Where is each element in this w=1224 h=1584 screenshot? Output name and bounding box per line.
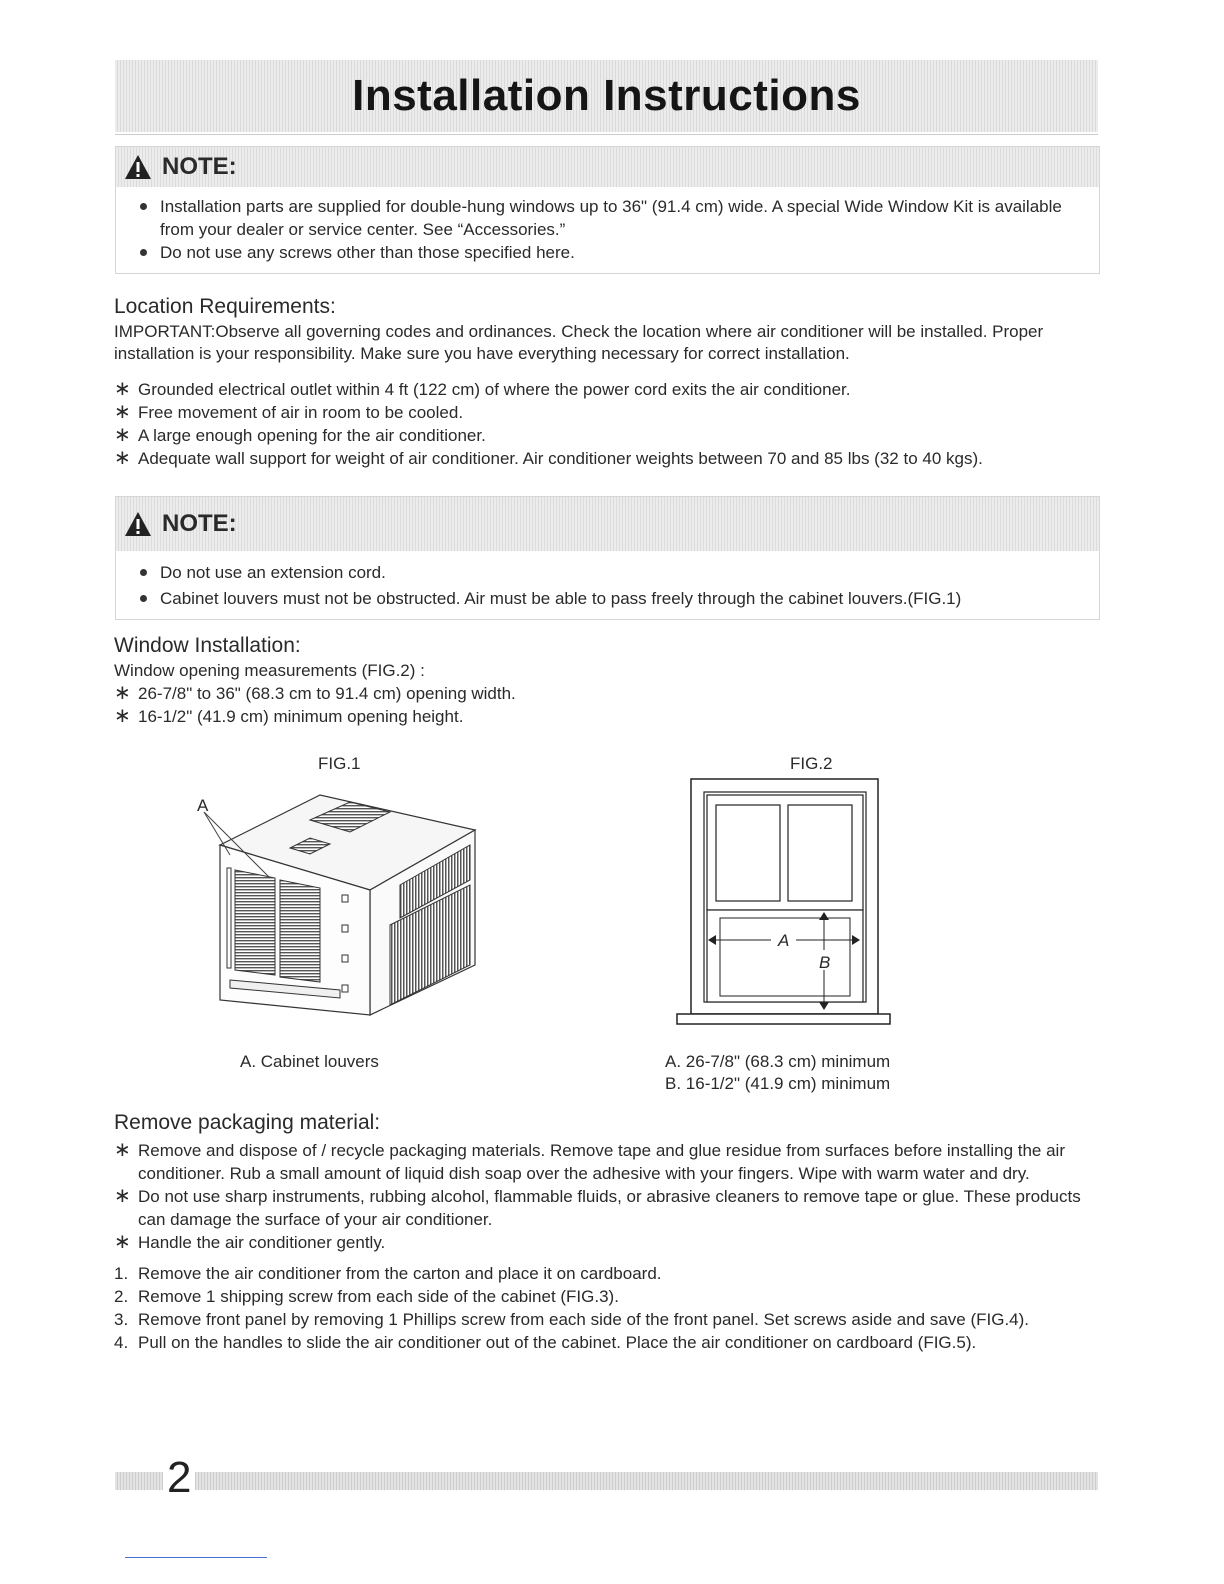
list-item xyxy=(114,1285,1104,1308)
note-list xyxy=(116,187,1099,270)
section-heading: Location Requirements: xyxy=(114,295,336,318)
air-conditioner-illustration xyxy=(190,790,490,1020)
step-text: Remove 1 shipping screw from each side of the cabinet (FIG.3). xyxy=(138,1287,619,1306)
note-header xyxy=(116,147,1099,187)
list-item: Installation parts are supplied for double-hung windows up to 36" (91.4 cm) wide. A special Wide Window Kit is available from your dealer or service center. See “Accessories.” xyxy=(160,195,1079,241)
fig2-label: FIG.2 xyxy=(790,754,833,773)
list-item xyxy=(114,1308,1104,1331)
list-item xyxy=(114,1262,1104,1285)
window-section xyxy=(114,634,1104,728)
note-list xyxy=(116,551,1099,616)
step-number: 4. xyxy=(114,1333,129,1352)
list-item: ∗ Adequate wall support for weight of air conditioner. Air conditioner weights between 70 and 85 lbs (32 to 40 kgs). xyxy=(114,447,1104,470)
title-divider xyxy=(115,134,1098,135)
step-number: 1. xyxy=(114,1264,129,1283)
packaging-list xyxy=(114,1139,1104,1254)
list-item: ∗ 26-7/8" to 36" (68.3 cm to 91.4 cm) opening width. xyxy=(114,682,1104,705)
list-item: ∗ Free movement of air in room to be cooled. xyxy=(114,401,1104,424)
note-label: NOTE: xyxy=(162,153,237,180)
fig2-label-a: A xyxy=(778,931,790,950)
list-item xyxy=(114,1331,1104,1354)
list-item: Cabinet louvers must not be obstructed. Air must be able to pass freely through the cabinet louvers.(FIG.1) xyxy=(160,587,1079,610)
section-heading: Window Installation: xyxy=(114,634,301,657)
packaging-steps xyxy=(114,1262,1104,1354)
footer-bar xyxy=(115,1472,1098,1490)
window-list xyxy=(114,682,1104,728)
section-heading: Remove packaging material: xyxy=(114,1111,381,1134)
note-header xyxy=(116,497,1099,551)
fig2-caption-a: A. 26-7/8" (68.3 cm) minimum xyxy=(665,1052,891,1071)
list-item: ∗ Grounded electrical outlet within 4 ft (122 cm) of where the power cord exits the air conditioner. xyxy=(114,378,1104,401)
list-item: Do not use any screws other than those specified here. xyxy=(160,241,1079,264)
step-text: Remove front panel by removing 1 Phillips screw from each side of the front panel. Set screws aside and save (FIG.4). xyxy=(138,1310,1030,1329)
fig1-callout-a: A xyxy=(197,796,209,815)
page-title-bar xyxy=(115,60,1098,132)
fig1-caption: A. Cabinet louvers xyxy=(240,1052,379,1071)
step-text: Pull on the handles to slide the air conditioner out of the cabinet. Place the air conditioner on cardboard (FIG.5). xyxy=(138,1333,977,1352)
warning-triangle-icon xyxy=(124,154,152,180)
step-number: 3. xyxy=(114,1310,129,1329)
note-box-2 xyxy=(115,496,1100,620)
note-label: NOTE: xyxy=(162,510,237,537)
location-list xyxy=(114,378,1104,470)
fig2-caption-b: B. 16-1/2" (41.9 cm) minimum xyxy=(665,1074,891,1093)
list-item: ∗ Do not use sharp instruments, rubbing alcohol, flammable fluids, or abrasive cleaners to remove tape or glue. These products can damage the surface of your air conditioner. xyxy=(114,1185,1104,1231)
location-section xyxy=(114,295,1104,470)
step-number: 2. xyxy=(114,1287,129,1306)
window-intro: Window opening measurements (FIG.2) : xyxy=(114,661,425,680)
list-item: Do not use an extension cord. xyxy=(160,561,1079,584)
packaging-section xyxy=(114,1111,1104,1354)
list-item: ∗ Handle the air conditioner gently. xyxy=(114,1231,1104,1254)
note-box-1 xyxy=(115,146,1100,274)
footer-underline xyxy=(125,1557,267,1558)
page-title: Installation Instructions xyxy=(352,71,861,120)
fig1-label: FIG.1 xyxy=(318,754,361,773)
list-item: ∗ A large enough opening for the air conditioner. xyxy=(114,424,1104,447)
list-item: ∗ Remove and dispose of / recycle packaging materials. Remove tape and glue residue from surfaces before installing the air conditioner. Rub a small amount of liquid dish soap over the adhesive with your fingers. Wipe with warm water and dry. xyxy=(114,1139,1104,1185)
location-intro: IMPORTANT:Observe all governing codes and ordinances. Check the location where air conditioner will be installed. Proper installation is your responsibility. Make sure you have everything necessary for correct installation. xyxy=(114,322,1044,363)
warning-triangle-icon xyxy=(124,511,152,537)
page-number: 2 xyxy=(163,1450,195,1506)
window-opening-diagram xyxy=(676,778,892,1040)
step-text: Remove the air conditioner from the carton and place it on cardboard. xyxy=(138,1264,662,1283)
list-item: ∗ 16-1/2" (41.9 cm) minimum opening height. xyxy=(114,705,1104,728)
fig2-label-b: B xyxy=(819,953,831,972)
